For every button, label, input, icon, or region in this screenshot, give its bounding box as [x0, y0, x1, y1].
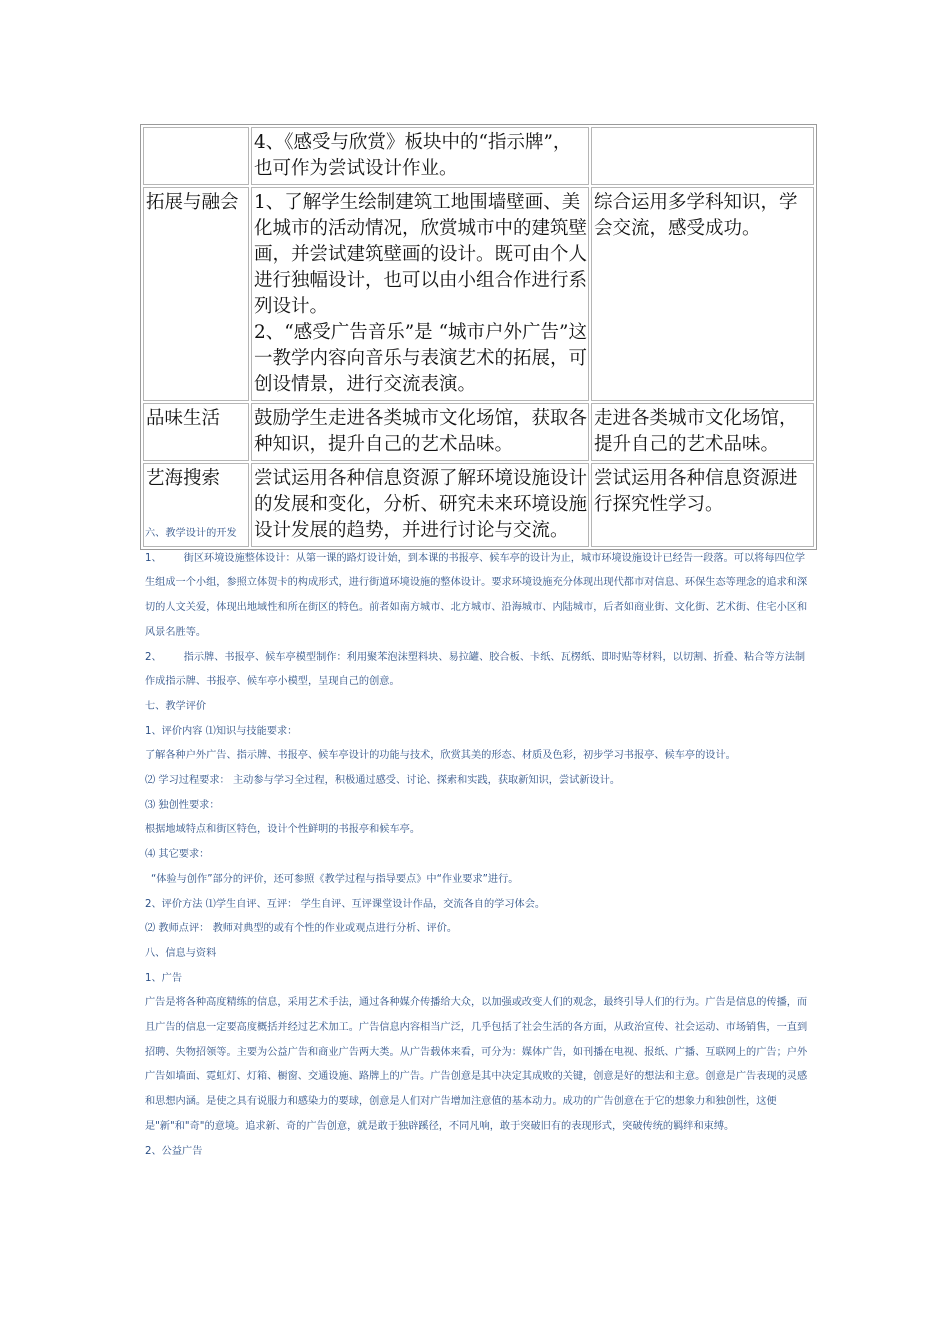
paragraph: ⑵ 学习过程要求： 主动参与学习全过程，积极通过感受、讨论、探索和实践，获取新知识，尝试新设计。 [145, 775, 621, 787]
paragraph [145, 868, 810, 893]
row-label [143, 127, 249, 185]
paragraph: ⑷ 其它要求： [145, 849, 210, 861]
row-content-paragraph: 1、了解学生绘制建筑工地围墙壁画、美化城市的活动情况，欣赏城市中的建筑壁画，并尝试建筑壁画的设计。既可由个人进行独幅设计，也可以由小组合作进行系列设计。 [254, 192, 588, 317]
paragraph: 广告是将各种高度精练的信息，采用艺术手法，通过各种媒介传播给大众，以加强或改变人们的观念，最终引导人们的行为。广告是信息的传播，而且广告的信息一定要高度概括并经过艺术加工。广告信息内容相当广泛，几乎包括了社会生活的各方面，从政治宣传、社会运动、市场销售，一直到招聘、失物招领等。主要为公益广告和商业广告两大类。从广告载体来看，可分为：媒体广告，如刊播在电视、报纸、广播、互联网上的广告；户外广告如墙面、霓虹灯、灯箱、橱窗、交通设施、路牌上的广告。广告创意是其中决定其成败的关键，创意是好的想法和主意。创意是广告表现的灵感和思想内涵。是使之具有说服力和感染力的要球，创意是人们对广告增加注意值的基本动力。成功的广告创意在于它的想象力和独创性，这便是"新"和"奇"的意境。追求新、奇的广告创意，就是敢于独辟蹊径，不同凡响，敢于突破旧有的表现形式，突破传统的羁绊和束缚。 [145, 997, 808, 1132]
paragraph [145, 547, 810, 646]
row-content-paragraph: 尝试运用各种信息资源了解环境设施设计的发展和变化，分析、研究未来环境设施设计发展的趋势，并进行讨论与交流。 [254, 468, 588, 541]
list-number: 1、 [145, 552, 162, 564]
lesson-table-wrapper [140, 124, 810, 550]
list-number: 2、 [145, 651, 162, 663]
row-label: 拓展与融会 [143, 187, 249, 401]
table-row [143, 187, 814, 401]
paragraph: 根据地域特点和街区特色，设计个性鲜明的书报亭和候车亭。 [145, 824, 421, 836]
paragraph: 1、评价内容 ⑴知识与技能要求： [145, 725, 298, 737]
lesson-table [140, 124, 817, 550]
row-content-paragraph: 4、《感受与欣赏》板块中的“指示牌”，也可作为尝试设计作业。 [254, 132, 572, 179]
subsection-heading: 1、广告 [145, 972, 183, 984]
row-goal: 走进各类城市文化场馆，提升自己的艺术品味。 [591, 403, 814, 461]
row-label: 品味生活 [143, 403, 249, 461]
table-row [143, 127, 814, 185]
paragraph: 了解各种户外广告、指示牌、书报亭、候车亭设计的功能与技术，欣赏其美的形态、材质及色彩，初步学习书报亭、候车亭的设计。 [145, 750, 736, 762]
row-goal [591, 127, 814, 185]
paragraph: ⑵ 教师点评： 教师对典型的或有个性的作业或观点进行分析、评价。 [145, 923, 458, 935]
paragraph-text: 指示牌、书报亭、候车亭模型制作：利用聚苯泡沫塑料块、易拉罐、胶合板、卡纸、瓦楞纸、即时贴等材料，以切割、折叠、粘合等方法制作成指示牌、书报亭、候车亭小模型，呈现自己的创意。 [145, 651, 806, 688]
paragraph-text: “体验与创作”部分的评价，还可参照《教学过程与指导要点》中“作业要求”进行。 [151, 873, 519, 885]
row-content [251, 127, 589, 185]
section-heading: 六、教学设计的开发 [145, 528, 237, 539]
paragraph: 2、评价方法 ⑴学生自评、互评： 学生自评、互评课堂设计作品，交流各自的学习体会。 [145, 898, 546, 910]
row-content [251, 403, 589, 461]
row-goal: 综合运用多学科知识，学会交流，感受成功。 [591, 187, 814, 401]
row-content [251, 187, 589, 401]
paragraph-text: 街区环境设施整体设计：从第一课的路灯设计始，到本课的书报亭、候车亭的设计为止，城市环境设施设计已经告一段落。可以将每四位学生组成一个小组，参照立体贺卡的构成形式，进行街道环境设施的整体设计。要求环境设施充分体现出现代都市对信息、环保生态等理念的追求和深切的人文关爱，体现出地域性和所在街区的特色。前者如南方城市、北方城市、沿海城市、内陆城市，后者如商业街、文化街、艺术街、住宅小区和风景名胜等。 [145, 552, 808, 638]
section-heading: 七、教学评价 [145, 700, 207, 712]
table-row [143, 403, 814, 461]
row-content-paragraph: 鼓励学生走进各类城市文化场馆，获取各种知识，提升自己的艺术品味。 [254, 408, 588, 455]
section-heading: 八、信息与资料 [145, 947, 217, 959]
subsection-heading: 2、公益广告 [145, 1145, 203, 1157]
row-content-paragraph: 2、“感受广告音乐”是 “城市户外广告”这一教学内容向音乐与表演艺术的拓展，可创设情景，进行交流表演。 [254, 322, 588, 395]
paragraph [145, 646, 810, 695]
row-goal: 尝试运用各种信息资源进行探究性学习。 [591, 463, 814, 547]
paragraph: ⑶ 独创性要求： [145, 799, 220, 811]
row-label: 艺海搜索 [143, 463, 249, 547]
document-body [145, 522, 810, 1164]
